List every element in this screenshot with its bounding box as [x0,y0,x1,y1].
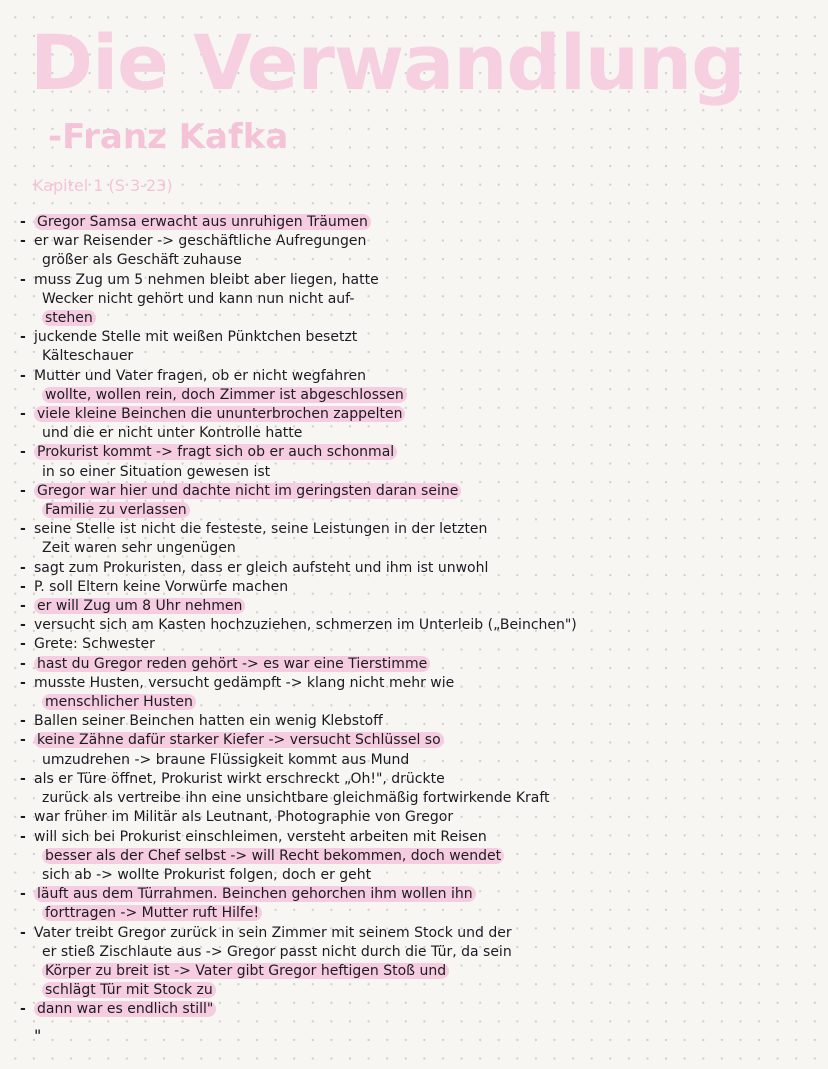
note-line: - Ballen seiner Beinchen hatten ein wenig Klebstoff [34,713,383,730]
note-item [20,482,810,520]
note-item [20,559,810,578]
closing-quote-mark: " [34,1026,42,1045]
author-line: -Franz Kafka [48,117,289,157]
note-line: und die er nicht unter Kontrolle hatte [42,425,303,442]
note-line: - Grete: Schwester [34,636,155,653]
note-line: Körper zu breit ist -> Vater gibt Gregor heftigen Stoß und [42,963,449,979]
note-line: - juckende Stelle mit weißen Pünktchen besetzt [34,329,358,346]
note-line: viele kleine Beinchen die ununterbrochen zappelten [34,406,405,422]
note-line: Wecker nicht gehört und kann nun nicht auf- [42,290,355,307]
note-line: Gregor war hier und dachte nicht im geringsten daran seine [34,483,461,499]
note-item [20,674,810,712]
note-item [20,616,810,635]
note-line: menschlicher Husten [42,694,196,710]
note-line: - war früher im Militär als Leutnant, Photographie von Gregor [34,809,454,826]
note-item [20,520,810,558]
note-line: hast du Gregor reden gehört -> es war eine Tierstimme [34,656,430,672]
note-item [20,885,810,923]
note-item [20,443,810,481]
note-line: Gregor Samsa erwacht aus unruhigen Träumen [34,214,371,230]
note-line: keine Zähne dafür starker Kiefer -> versucht Schlüssel so [34,732,444,748]
note-line: besser als der Chef selbst -> will Recht bekommen, doch wendet [42,848,504,864]
note-line: - P. soll Eltern keine Vorwürfe machen [34,578,289,595]
note-line: zurück als vertreibe ihn eine unsichtbare gleichmäßig fortwirkende Kraft [42,790,550,807]
note-line: Zeit waren sehr ungenügen [42,540,236,557]
note-item [20,213,810,232]
note-item [20,635,810,654]
note-item [20,367,810,405]
note-line: - er war Reisender -> geschäftliche Aufregungen [34,233,367,250]
note-item [20,1000,810,1019]
note-line: läuft aus dem Türrahmen. Beinchen gehorchen ihm wollen ihn [34,886,476,902]
note-line: Prokurist kommt -> fragt sich ob er auch schonmal [34,444,397,460]
note-item [20,731,810,769]
note-line: forttragen -> Mutter ruft Hilfe! [42,905,262,921]
note-line: - versucht sich am Kasten hochzuziehen, schmerzen im Unterleib („Beinchen") [34,617,577,634]
note-item [20,712,810,731]
note-line: - seine Stelle ist nicht die festeste, seine Leistungen in der letzten [34,521,488,538]
note-line: stehen [42,310,96,326]
note-line: - als er Türe öffnet, Prokurist wirkt erschreckt „Oh!", drückte [34,770,445,787]
note-line: wollte, wollen rein, doch Zimmer ist abgeschlossen [42,387,407,403]
note-line: dann war es endlich still" [34,1001,216,1017]
note-line: Familie zu verlassen [42,502,190,518]
note-line: umzudrehen -> braune Flüssigkeit kommt aus Mund [42,751,410,768]
note-item [20,232,810,270]
note-line: er stieß Zischlaute aus -> Gregor passt nicht durch die Tür, da sein [42,943,512,960]
note-line: - will sich bei Prokurist einschleimen, versteht arbeiten mit Reisen [34,828,487,845]
page-title: Die Verwandlung [30,18,745,107]
note-item [20,597,810,616]
note-line: größer als Geschäft zuhause [42,252,242,269]
note-line: - Mutter und Vater fragen, ob er nicht wegfahren [34,367,367,384]
note-item [20,655,810,674]
note-item [20,828,810,886]
note-item [20,924,810,1001]
note-item [20,578,810,597]
chapter-heading: Kapitel 1 (S 3-23) [33,176,173,195]
note-line: er will Zug um 8 Uhr nehmen [34,598,245,614]
note-item [20,328,810,366]
note-line: sich ab -> wollte Prokurist folgen, doch er geht [42,866,372,883]
note-line: - muss Zug um 5 nehmen bleibt aber liegen, hatte [34,271,379,288]
note-line: in so einer Situation gewesen ist [42,463,271,480]
note-line: - musste Husten, versucht gedämpft -> klang nicht mehr wie [34,674,455,691]
note-line: schlägt Tür mit Stock zu [42,982,216,998]
note-line: - sagt zum Prokuristen, dass er gleich aufsteht und ihm ist unwohl [34,559,489,576]
note-item [20,405,810,443]
note-item [20,808,810,827]
notes-list [20,213,810,1020]
note-item [20,271,810,329]
note-item [20,770,810,808]
note-line: - Vater treibt Gregor zurück in sein Zimmer mit seinem Stock und der [34,924,512,941]
note-line: Kälteschauer [42,348,134,365]
